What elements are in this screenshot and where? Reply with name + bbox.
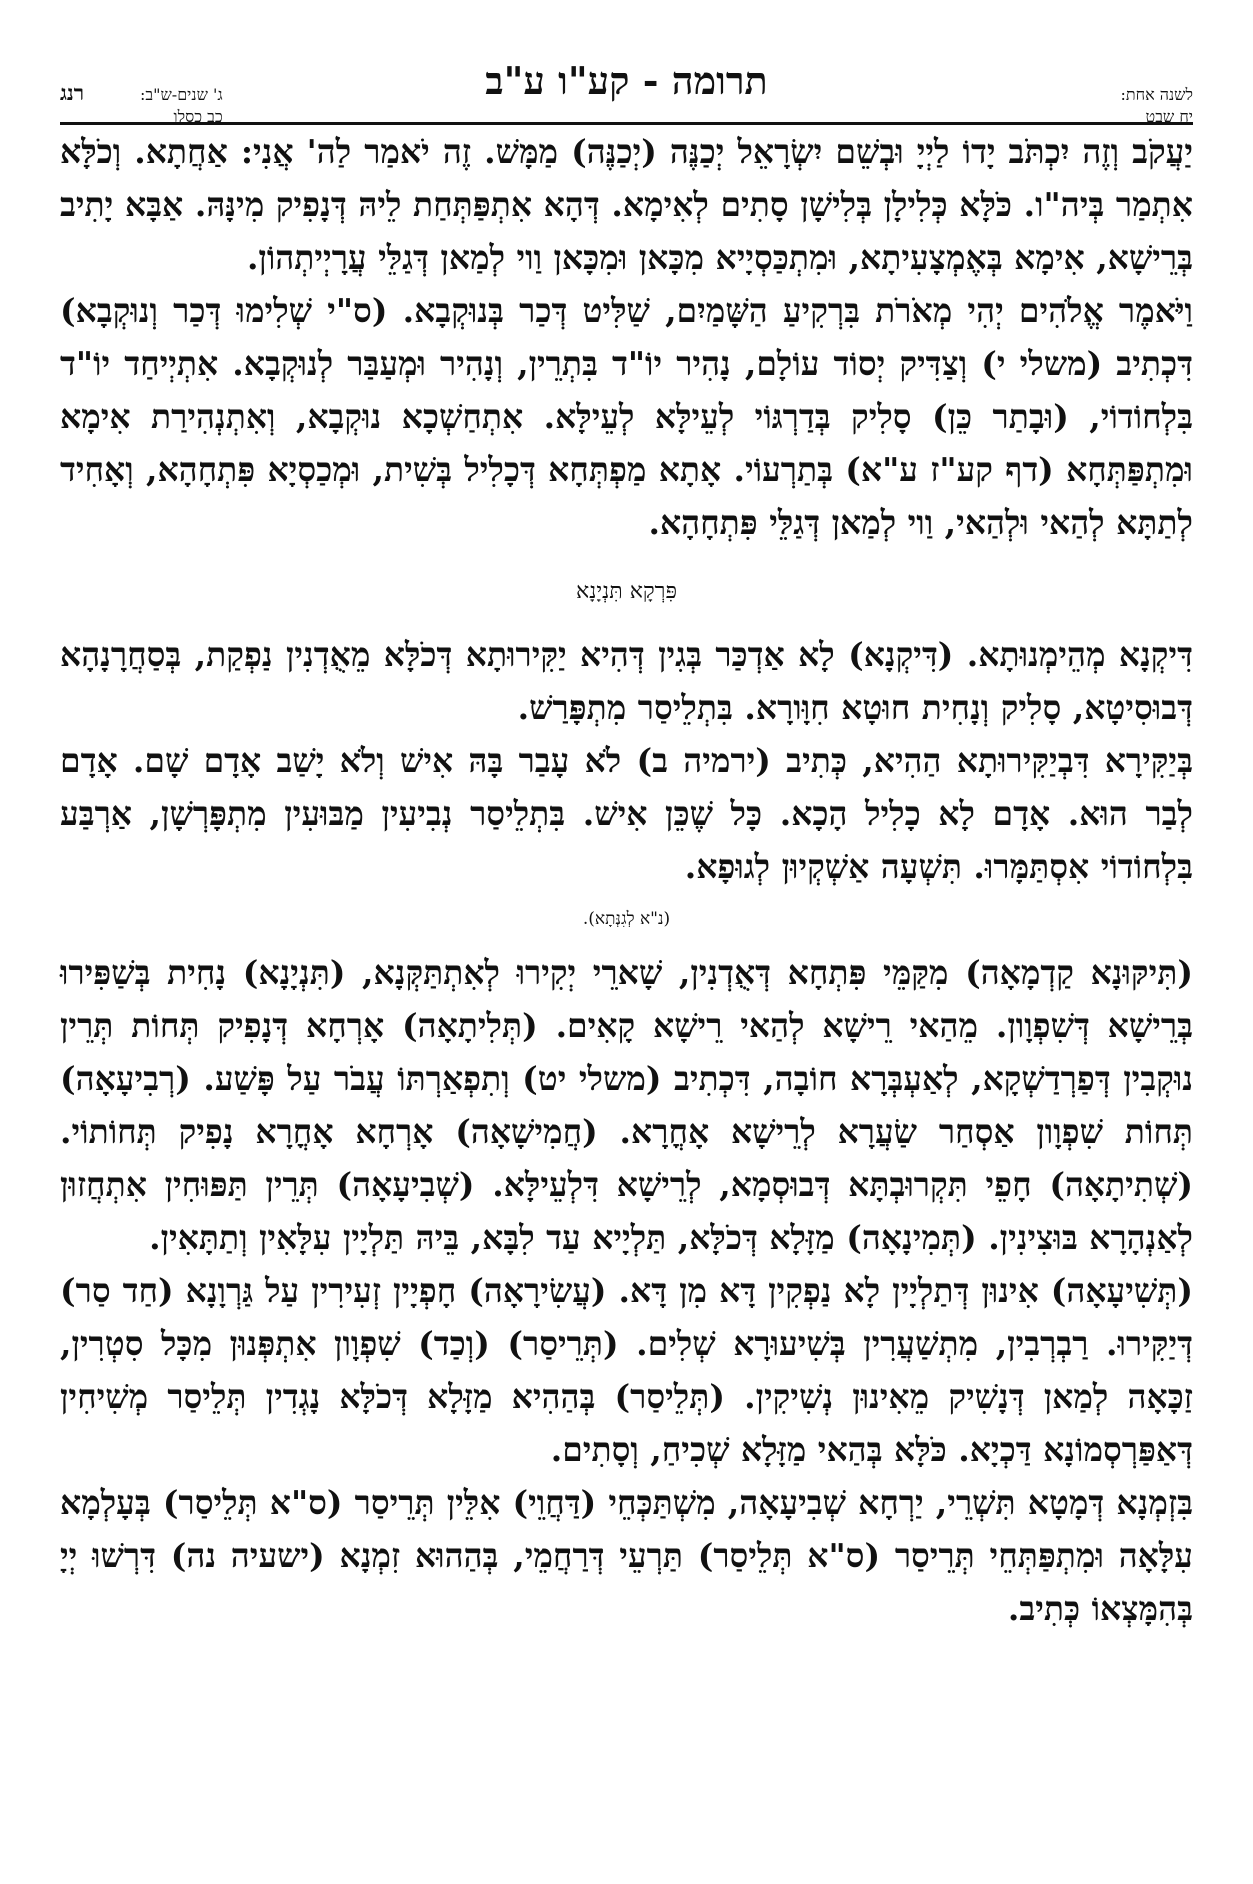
- paragraph: בִּזְמְנָא דְּמָטָא תִּשְׁרֵי, יַרְחָא שְׁבִיעָאָה, מִשְׁתַּכְּחֵי (דַּחֲוֵי) אִלֵּין תְּרֵיסַר (ס"א תְּלֵיסַר) בְּעָלְמָא עִלָּאָה וּמִתְפַּתְּחֵי תְּרֵיסַר (ס"א תְּלֵיסַר) תַּרְעֵי דְּרַחֲמֵי, בְּהַהוּא זִמְנָא (ישעיה נה) דִּרְשׁוּ יְיָ בְּהִמָּצְאוֹ כְּתִיב.: [60, 1483, 1193, 1628]
- schedule-left-line-1: ג' שנים-ש"ב:: [140, 85, 223, 104]
- schedule-right-line-1: לשנה אחת:: [1120, 85, 1193, 104]
- study-schedule-right: [1023, 84, 1193, 128]
- folio-number: רנג: [60, 80, 85, 105]
- paragraph: (תְּשִׁיעָאָה) אִינוּן דְּתַלְיָין לָא נַפְקִין דָּא מִן דָּא. (עֲשִׂירָאָה) חָפְיָין זְעִירִין עַל גַּרְוָנָא (חַד סַר) דְּיַקִּירוּ. רַבְרְבִין, מִתְשַׁעֲרִין בְּשִׁיעוּרָא שְׁלִים. (תְּרֵיסַר) (וְכַד) שִׁפְוָון אִתְפְּנוּן מִכָּל סִטְרִין, זַכָּאָה לְמַאן דְּנָשִׁיק מֵאִינוּן נְשִׁיקִין. (תְּלֵיסַר) בְּהַהִיא מַזָּלָא דְּכֹלָּא נָגְדִין תְּלֵיסַר מְשִׁיחִין דְּאַפַּרְסְמוֹנָא דַּכְיָא. כֹּלָּא בְּהַאי מַזָּלָא שְׁכִיחַ, וְסָתִים.: [60, 1271, 1193, 1469]
- paragraph: וַיֹּאמֶר אֱלֹהִים יְהִי מְאֹרֹת בִּרְקִיעַ הַשָּׁמַיִם, שַׁלִּיט דְּכַר בְּנוּקְבָא. (ס"י שְׁלִימוּ דְּכַר וְנוּקְבָא) דִּכְתִיב (משלי י) וְצַדִּיק יְסוֹד עוֹלָם, נָהִיר יוֹ"ד בִּתְרֵין, וְנָהִיר וּמְעַבַּר לְנוּקְבָא. אִתְיְיחַד יוֹ"ד בִּלְחוֹדוֹי, (וּבָתַר כֵּן) סָלִיק בְּדַרְגּוֹי לְעֵילָּא לְעֵילָּא. אִתְחַשְׁכָא נוּקְבָא, וְאִתְנְהִירַת אִימָא וּמִתְפַּתְּחָא (דף קע"ז ע"א) בְּתַרְעוֹי. אָתָא מַפְתְּחָא דְּכָלִיל בְּשִׁית, וּמְכַסְיָא פִּתְחָהָא, וְאָחִיד לְתַתָּא לְהַאי וּלְהַאי, וַוי לְמַאן דְּגַלֵּי פִּתְחָהָא.: [60, 291, 1193, 542]
- paragraph: יַעֲקֹב וְזֶה יִכְתֹּב יָדוֹ לַיְיָ וּבְשֵׁם יִשְׂרָאֵל יְכַנֶּה (יְכַנֶּה) מַמָּשׁ. זֶה יֹאמַר לַה' אֲנִי: אַחֲתָא. וְכֹלָּא אִתְמַר בְּיה"ו. כֹּלָּא כְּלִילָן בְּלִישָׁן סָתִים לְאִימָא. דְּהָא אִתְפַּתְּחַת לֵיהּ דְּנָפִיק מִינָּהּ. אַבָּא יָתִיב בְּרֵישָׁא, אִימָא בְּאֶמְצָעִיתָא, וּמִתְכַּסְיָיא מִכָּאן וּמִכָּאן וַוי לְמַאן דְּגַלֵּי עֲרָיְיתְהוֹן.: [60, 132, 1193, 277]
- schedule-left-line-2: כב כסלו: [173, 107, 223, 126]
- running-header: [60, 40, 1193, 126]
- paragraph: דִּיקְנָא מְהֵימְנוּתָא. (דִּיקְנָא) לָא אַדְכַּר בְּגִין דְּהִיא יַקִּירוּתָא דְּכֹלָּא מֵאֻדְנִין נַפְקַת, בְּסַחֲרָנָהָא דְּבוּסִיטָא, סָלִיק וְנָחִית חוּטָא חִוָּורָא. בִּתְלֵיסַר מִתְפָּרַשׁ.: [60, 635, 1193, 727]
- paragraph: (תִּיקּוּנָא קַדְמָאָה) מִקַּמֵּי פִּתְחָא דְּאֻדְנִין, שָׁארֵי יְקִירוּ לְאִתְתַּקְּנָא, (תִּנְיָנָא) נָחִית בְּשַׁפִּירוּ בְּרֵישָׁא דְּשִׁפְוָון. מֵהַאי רֵישָׁא לְהַאי רֵישָׁא קָאִים. (תְּלִיתָאָה) אָרְחָא דְּנָפִיק תְּחוֹת תְּרֵין נוּקְבִין דְּפַרְדַשְׁקָא, לְאַעְבְּרָא חוֹבָה, דִּכְתִיב (משלי יט) וְתִפְאַרְתּוֹ עֲבֹר עַל פָּשַׁע. (רְבִיעָאָה) תְּחוֹת שִׁפְוָון אַסְחַר שַׂעֲרָא לְרֵישָׁא אָחֳרָא. (חֲמִישָׁאָה) אָרְחָא אָחֳרָא נָפִיק תְּחוֹתוֹי. (שְׁתִיתָאָה) חָפֵי תִּקְרוּבְתָּא דְּבוּסְמָא, לְרֵישָׁא דִּלְעֵילָּא. (שְׁבִיעָאָה) תְּרֵין תַּפּוּחִין אִתְחֲזוּן לְאַנְהָרָא בּוּצִינִין. (תְּמִינָאָה) מַזָּלָא דְּכֹלָּא, תַּלְיָיא עַד לִבָּא, בֵּיהּ תַּלְיָין עִלָּאִין וְתַתָּאִין.: [60, 953, 1193, 1257]
- page: [60, 40, 1193, 1635]
- schedule-right-line-2: יח שבט: [1145, 107, 1193, 126]
- page-title: תרומה - קע"ו ע"ב: [485, 58, 768, 103]
- paragraph: בְּיַקִּירָא דִּבְיַקִּירוּתָא הַהִיא, כְּתִיב (ירמיה ב) לֹא עָבַר בָּהּ אִישׁ וְלֹא יָשַׁב אָדָם שָׁם. אָדָם לְבַר הוּא. אָדָם לָא כָלִיל הָכָא. כָּל שֶׁכֵּן אִישׁ. בִּתְלֵיסַר נְבִיעִין מַבּוּעִין מִתְפָּרְשָׁן, אַרְבַּע בִּלְחוֹדוֹי אִסְתַּמָּרוּ. תִּשְׁעָה אַשְׁקְיוּן לְגוּפָא.: [60, 741, 1193, 886]
- section-title: פִּרְקָא תִּנְיָנָא: [576, 579, 677, 604]
- main-text: [60, 125, 1193, 1635]
- variant-note: (נ"א לְגִנְּתָא).: [582, 909, 671, 929]
